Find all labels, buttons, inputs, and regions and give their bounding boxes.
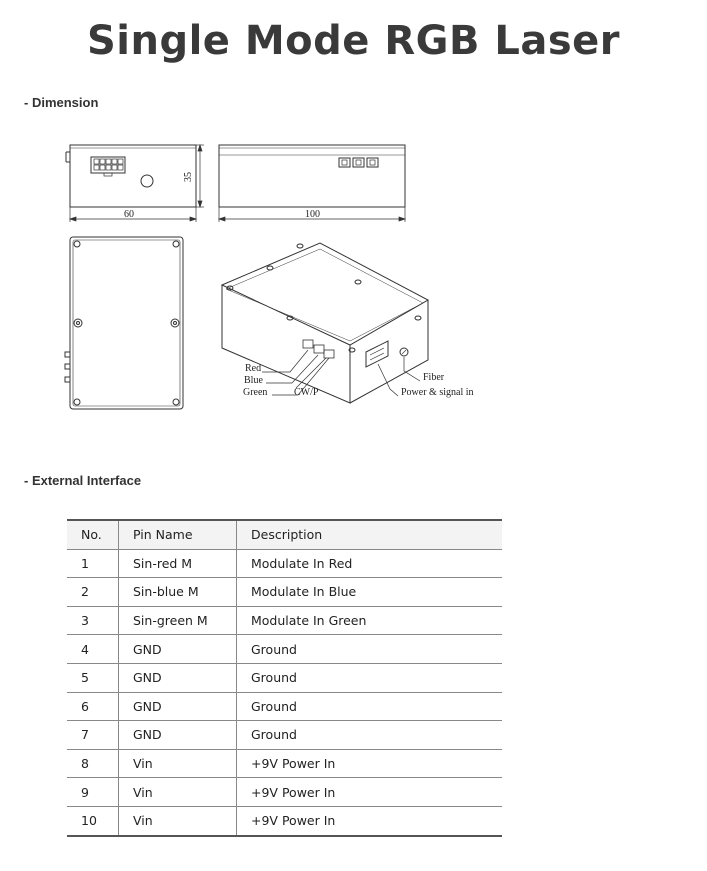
cell-pin-name: Vin [119,806,237,835]
cell-description: +9V Power In [237,749,503,778]
top-view-drawing [65,237,183,409]
column-header-description: Description [237,520,503,549]
cell-description: +9V Power In [237,778,503,807]
cell-description: Ground [237,721,503,750]
cell-pin-name: Sin-red M [119,549,237,578]
column-header-no: No. [67,520,119,549]
label-green: Green [243,387,268,398]
side-view-drawing [219,145,405,207]
cell-no: 10 [67,806,119,835]
cell-no: 3 [67,606,119,635]
cell-no: 9 [67,778,119,807]
cell-description: +9V Power In [237,806,503,835]
cell-pin-name: Sin-green M [119,606,237,635]
leader-lines [262,350,420,396]
cell-pin-name: Sin-blue M [119,578,237,607]
cell-description: Modulate In Blue [237,578,503,607]
table-row [67,549,502,578]
cell-no: 6 [67,692,119,721]
cell-pin-name: GND [119,663,237,692]
label-fiber: Fiber [423,372,445,383]
cell-no: 2 [67,578,119,607]
dimension-line-height [196,145,204,207]
cell-description: Ground [237,663,503,692]
cell-no: 4 [67,635,119,664]
cell-description: Modulate In Green [237,606,503,635]
label-red: Red [245,363,262,374]
section-heading-dimension: - Dimension [24,95,99,110]
dimension-drawing [0,130,707,420]
table-row [67,606,502,635]
label-cwp: CW/P [294,387,319,398]
cell-pin-name: Vin [119,749,237,778]
table-row [67,635,502,664]
table-row [67,749,502,778]
table-row [67,663,502,692]
label-blue: Blue [244,375,263,386]
cell-pin-name: GND [119,721,237,750]
table-header-row [67,520,502,549]
table-row [67,692,502,721]
table-row [67,778,502,807]
cell-no: 1 [67,549,119,578]
cell-no: 8 [67,749,119,778]
dim-width-label: 60 [124,209,134,220]
cell-description: Ground [237,635,503,664]
cell-no: 7 [67,721,119,750]
page-title: Single Mode RGB Laser [86,18,621,64]
table-row [67,578,502,607]
label-power-signal: Power & signal in [401,387,474,398]
cell-pin-name: GND [119,692,237,721]
table-row [67,806,502,835]
column-header-pin-name: Pin Name [119,520,237,549]
section-heading-external-interface: - External Interface [24,473,142,488]
dim-height-label: 35 [183,172,194,182]
cell-no: 5 [67,663,119,692]
cell-description: Modulate In Red [237,549,503,578]
front-view-drawing [66,145,196,207]
cell-description: Ground [237,692,503,721]
cell-pin-name: Vin [119,778,237,807]
table-row [67,721,502,750]
cell-pin-name: GND [119,635,237,664]
pin-table [67,519,502,837]
dim-length-label: 100 [305,209,320,220]
